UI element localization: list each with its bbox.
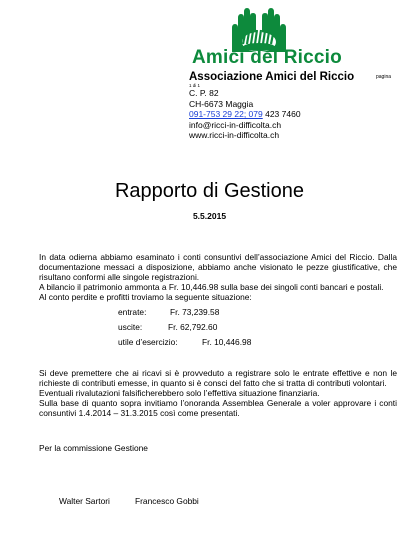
paragraph: Sulla base di quanto sopra invitiamo l’onoranda Assemblea Generale a voler approvare i conti consuntivi 1.4.2014 – 31.3.2015 così come presentati. [39,398,397,418]
phone-line [189,109,301,119]
page-count: 1 di 1 [189,83,201,88]
document-title: Rapporto di Gestione [114,180,304,202]
body-text-block [39,368,397,418]
signatory-name: Walter Sartori [59,496,110,506]
summary-label: uscite: [118,322,143,332]
body-text-block [39,252,397,302]
summary-label: entrate: [118,307,147,317]
summary-label: utile d’esercizio: [118,337,178,347]
summary-value: Fr. 73,239.58 [170,307,220,317]
paragraph: Al conto perdite e profitti troviamo la seguente situazione: [39,292,252,302]
phone-link[interactable]: 091-753 29 22; 079 [189,109,263,119]
brand-title: Amici del Riccio [192,47,342,68]
paragraph: In data odierna abbiamo esaminato i conti consuntivi dell’associazione Amici del Riccio. Dalla documentazione messaci a disposizione, abbiamo anche visionato le pezze giustificative, che risultano conformi alle singole registrazioni. [39,252,397,282]
signatory-name: Francesco Gobbi [135,496,199,506]
summary-value: Fr. 10,446.98 [202,337,252,347]
phone-number-rest: 423 7460 [262,109,301,119]
paragraph: A bilancio il patrimonio ammonta a Fr. 10,446.98 sulla base dei singoli conti bancari e postali. [39,282,384,292]
paragraph: Eventuali rivalutazioni falsificherebbero solo l’effettiva situazione finanziaria. [39,388,320,398]
email-address: info@ricci-in-difficolta.ch [189,120,282,130]
page-label: pagina [376,74,392,80]
address-line: C. P. 82 [189,88,219,98]
summary-value: Fr. 62,792.60 [168,322,218,332]
document-date: 5.5.2015 [192,211,227,221]
paragraph: Si deve premettere che ai ricavi si è provveduto a registrare solo le entrate effettive e non le richieste di contributi emesse, in quanto si è consci del fatto che si tratta di contributi volontari. [39,368,397,388]
organization-name: Associazione Amici del Riccio [189,71,355,83]
closing-line: Per la commissione Gestione [39,443,148,453]
address-line: CH-6673 Maggia [189,99,254,109]
website-address: www.ricci-in-difficolta.ch [189,130,280,140]
